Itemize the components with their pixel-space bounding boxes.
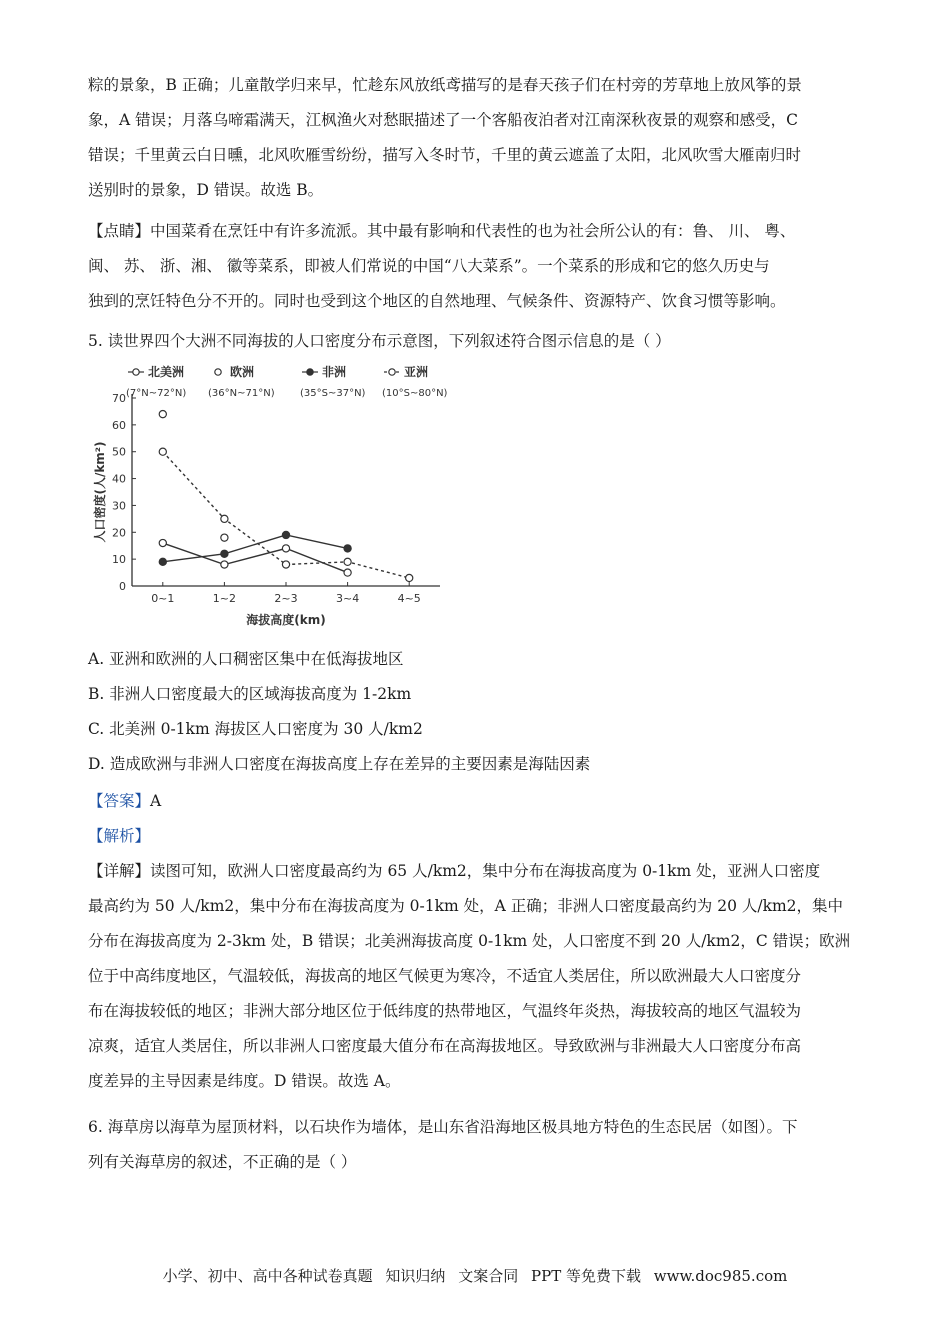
option-d: D. 造成欧洲与非洲人口密度在海拔高度上存在差异的主要因素是海陆因素 [88,755,591,773]
y-tick-label: 70 [112,392,126,405]
detail-paragraph [88,854,868,1099]
data-point [159,411,166,418]
data-point [282,545,289,552]
text-line: 度差异的主导因素是纬度。D 错误。故选 A。 [88,1072,401,1090]
data-point [344,558,351,565]
legend-marker [389,369,395,375]
dianjing-paragraph [88,214,868,319]
footer-item: 文案合同 [458,1267,519,1285]
page-footer [0,1265,950,1286]
x-tick-label: 3~4 [335,592,360,605]
option-a: A. 亚洲和欧洲的人口稠密区集中在低海拔地区 [88,650,404,668]
text-line: 分布在海拔高度为 2-3km 处，B 错误；北美洲海拔高度 0-1km 处，人口密度不到 20 人/km2，C 错误；欧洲 [88,932,851,950]
legend-range: (10°S~80°N) [382,388,448,399]
legend-range: (7°N~72°N) [126,388,187,399]
analysis-label: 【解析】 [88,827,151,845]
legend-range: (35°S~37°N) [300,388,366,399]
text-line: 独到的烹饪特色分不开的。同时也受到这个地区的自然地理、气候条件、资源特产、饮食习惯等影响。 [88,292,786,310]
legend-range: (36°N~71°N) [208,388,275,399]
text-line: 列有关海草房的叙述，不正确的是（ ） [88,1153,357,1171]
text-line: 【点睛】中国菜肴在烹饪中有许多流派。其中最有影响和代表性的也为社会所公认的有：鲁、 川、 粤、 [88,222,796,240]
data-point [344,569,351,576]
y-tick-label: 20 [112,526,126,540]
dianjing-label: 【点睛】 [88,222,151,240]
answer-value: A [150,792,162,810]
text-line: 【详解】读图可知，欧洲人口密度最高约为 65 人/km2，集中分布在海拔高度为 0-1km 处，亚洲人口密度 [88,862,821,880]
legend-marker [307,369,313,375]
legend-label: 北美洲 [148,365,185,379]
text-line: 错误；千里黄云白日曛，北风吹雁雪纷纷，描写入冬时节，千里的黄云遮盖了太阳，北风吹雪大雁南归时 [88,146,802,164]
question-6-stem [88,1110,868,1180]
detail-label: 【详解】 [88,862,151,880]
footer-item: PPT 等免费下载 [531,1267,641,1285]
text-line: 送别时的景象，D 错误。故选 B。 [88,181,324,199]
text-line: 6. 海草房以海草为屋顶材料，以石块作为墙体，是山东省沿海地区极具地方特色的生态民居（如图）。下 [88,1118,798,1136]
answer-label: 【答案】 [88,792,151,810]
y-tick-label: 0 [119,580,126,593]
text-line: 象，A 错误；月落乌啼霜满天，江枫渔火对愁眠描述了一个客船夜泊者对江南深秋夜景的观察和感受，C [88,111,798,129]
y-tick-label: 10 [112,553,126,567]
data-point [221,515,228,522]
option-b: B. 非洲人口密度最大的区域海拔高度为 1-2km [88,685,412,703]
answer-block [88,784,868,854]
x-axis-label: 海拔高度(km) [246,613,326,627]
x-tick-label: 2~3 [274,592,298,605]
footer-item: 小学、初中、高中各种试卷真题 [162,1267,373,1285]
series-line [163,452,409,578]
legend-marker [133,369,139,375]
answer-line [88,784,868,819]
y-axis-label: 人口密度(人/km²) [93,441,107,543]
data-point [221,534,228,541]
population-density-chart [88,358,458,638]
data-point [344,545,351,552]
y-tick-label: 40 [112,472,126,486]
data-point [221,561,228,568]
y-tick-label: 30 [112,499,126,513]
footer-link[interactable]: www.doc985.com [653,1267,788,1285]
text-line: 粽的景象，B 正确；儿童散学归来早，忙趁东风放纸鸢描写的是春天孩子们在村旁的芳草地上放风筝的景 [88,76,802,94]
data-point [282,561,289,568]
data-point [159,448,166,455]
option-c: C. 北美洲 0-1km 海拔区人口密度为 30 人/km2 [88,720,423,738]
footer-item: 知识归纳 [385,1267,446,1285]
text-line: 布在海拔较低的地区；非洲大部分地区位于低纬度的热带地区，气温终年炎热，海拔较高的地区气温较为 [88,1002,802,1020]
legend-label: 亚洲 [404,365,429,379]
x-tick-label: 1~2 [212,592,237,605]
y-tick-label: 50 [112,445,126,459]
data-point [221,550,228,557]
data-point [282,531,289,538]
series-line [163,535,348,562]
y-tick-label: 60 [112,418,126,432]
question-5-options [88,642,868,782]
data-point [406,574,413,581]
data-point [159,558,166,565]
text-line: 最高约为 50 人/km2，集中分布在海拔高度为 0-1km 处，A 正确；非洲人口密度最高约为 20 人/km2，集中 [88,897,844,915]
text-line: 位于中高纬度地区，气温较低，海拔高的地区气候更为寒冷，不适宜人类居住，所以欧洲最大人口密度分 [88,967,802,985]
prev-answer-paragraph [88,68,868,208]
x-tick-label: 0~1 [151,592,175,605]
legend-marker [215,369,221,375]
text-line: 闽、 苏、 浙、湘、 徽等菜系，即被人们常说的中国“八大菜系”。一个菜系的形成和它的悠久历史与 [88,257,770,275]
legend-label: 欧洲 [230,365,255,379]
legend-label: 非洲 [322,365,347,379]
x-tick-label: 4~5 [397,592,421,605]
text-line: 凉爽，适宜人类居住，所以非洲人口密度最大值分布在高海拔地区。导致欧洲与非洲最大人口密度分布高 [88,1037,802,1055]
data-point [159,539,166,546]
question-5-stem: 5. 读世界四个大洲不同海拔的人口密度分布示意图，下列叙述符合图示信息的是（ ） [88,332,671,350]
